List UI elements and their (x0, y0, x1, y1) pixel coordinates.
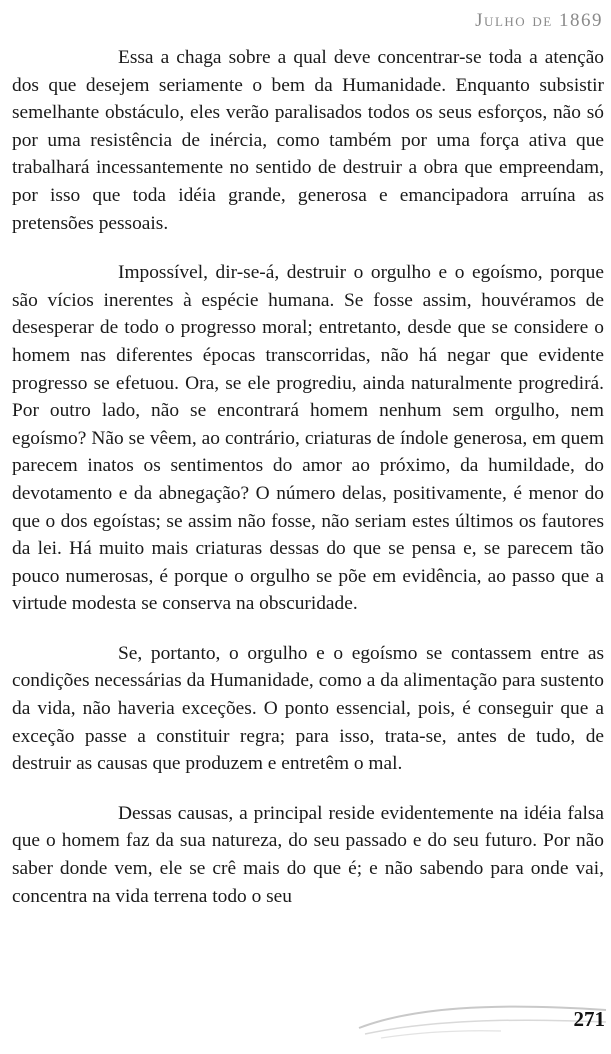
paragraph-2: Impossível, dir-se-á, destruir o orgulho e o egoísmo, porque são vícios inerentes à espécie humana. Se fosse assim, houvéramos de desesperar de todo o progresso moral; entretanto, desde que se considere o homem nas diferentes épocas transcorridas, não há negar que evidente progresso se efetuou. Ora, se ele progrediu, ainda naturalmente progredirá. Por outro lado, não se encontrará homem nenhum sem orgulho, nem egoísmo? Não se vêem, ao contrário, criaturas de índole generosa, em quem parecem inatos os sentimentos do amor ao próximo, da humildade, do devotamento e da abnegação? O número delas, positivamente, é menor do que o dos egoístas; se assim não fosse, não seriam estes últimos os fautores da lei. Há muito mais criaturas dessas do que se pensa e, se parecem tão pouco numerosas, é porque o orgulho se põe em evidência, ao passo que a virtude modesta se conserva na obscuridade. (12, 262, 604, 615)
paragraph-4: Dessas causas, a principal reside evidentemente na idéia falsa que o homem faz da sua natureza, do seu passado e do seu futuro. Por não saber donde vem, ele se crê mais do que é; e não sabendo para onde vai, concentra na vida terrena todo o seu (12, 802, 604, 907)
paragraph-3: Se, portanto, o orgulho e o egoísmo se contassem entre as condições necessárias da Humanidade, como a da alimentação para sustento da vida, não haveria exceções. O ponto essencial, pois, é conseguir que a exceção passe a constituir regra; para isso, trata-se, antes de tudo, de destruir as causas que produzem e entretêm o mal. (12, 642, 604, 775)
running-header: Julho de 1869 (475, 10, 603, 31)
page-number: 271 (573, 1007, 605, 1031)
page-footer (0, 994, 611, 1054)
decorative-swoosh-icon (351, 998, 611, 1042)
page-body (12, 44, 604, 932)
paragraph-1: Essa a chaga sobre a qual deve concentrar-se toda a atenção dos que desejem seriamente o bem da Humanidade. Enquanto subsistir semelhante obstáculo, eles verão paralisados todos os seus esforços, não só por uma resistência de inércia, como também por uma força ativa que trabalhará incessantemente no sentido de destruir a obra que empreendam, por isso que toda idéia grande, generosa e emancipadora arruína as pretensões pessoais. (12, 47, 604, 234)
